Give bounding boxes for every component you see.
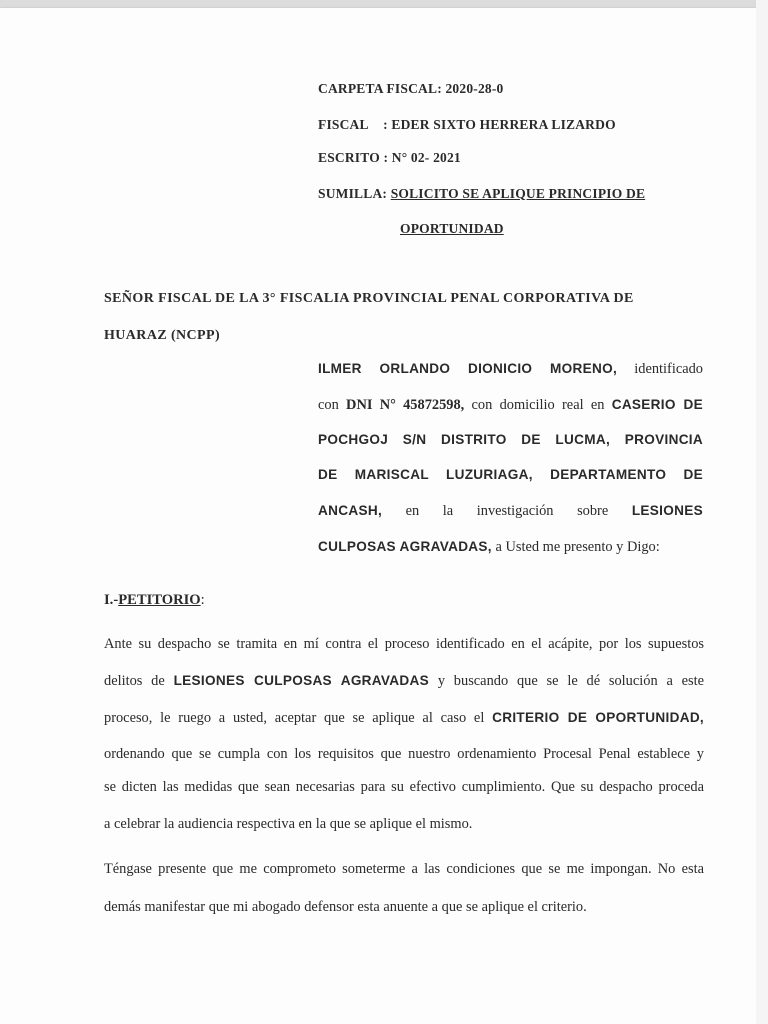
addressee-line-2: HUARAZ (NCPP)	[104, 328, 221, 343]
petitorio-line-2	[104, 673, 704, 690]
intro-text-3: con domicilio real en	[471, 397, 605, 413]
intro-line-2	[318, 397, 703, 414]
intro-text-7: sobre	[577, 503, 609, 519]
petitorio-text-3a: proceso, le ruego a usted, aceptar que se aplique al caso el	[104, 710, 485, 726]
closing-line-2: demás manifestar que mi abogado defensor esta anuente a que se aplique el criterio.	[104, 899, 587, 915]
intro-text-2: con	[318, 397, 339, 413]
fiscal-label: FISCAL	[318, 117, 368, 132]
addressee-line-1: SEÑOR FISCAL DE LA 3° FISCALIA PROVINCIAL PENAL CORPORATIVA DE	[104, 291, 634, 306]
sumilla-value-2: OPORTUNIDAD	[400, 221, 504, 236]
petitioner-name: ILMER ORLANDO DIONICIO MORENO,	[318, 361, 618, 376]
escrito-value: N° 02- 2021	[391, 150, 461, 165]
petitorio-line-1: Ante su despacho se tramita en mí contra el proceso identificado en el acápite, por los supuestos	[104, 636, 704, 652]
closing-line-1: Téngase presente que me comprometo someterme a las condiciones que se me impongan. No esta	[104, 861, 704, 877]
carpeta-label: CARPETA FISCAL:	[318, 81, 442, 96]
intro-line-6	[318, 539, 660, 556]
fiscal-value: : EDER SIXTO HERRERA LIZARDO	[383, 117, 616, 132]
intro-text-8: a Usted me presento y Digo:	[495, 539, 660, 555]
escrito-line	[318, 150, 461, 166]
scan-edge	[756, 0, 768, 1024]
crime-part-1: LESIONES	[631, 503, 703, 518]
dni-number: DNI N° 45872598,	[346, 397, 465, 413]
petitorio-line-6: a celebrar la audiencia respectiva en la que se aplique el mismo.	[104, 816, 473, 832]
sumilla-value-1: SOLICITO SE APLIQUE PRINCIPIO DE	[390, 186, 646, 201]
intro-line-5	[318, 503, 703, 520]
address-part-3: DE MARISCAL LUZURIAGA, DEPARTAMENTO DE	[318, 467, 703, 482]
sumilla-label: SUMILLA:	[318, 186, 388, 201]
petitorio-text-2a: delitos de	[104, 673, 165, 689]
petitorio-line-3	[104, 710, 704, 727]
section-title: PETITORIO	[118, 592, 201, 608]
petitorio-text-2c: y buscando que se le dé solución a este	[437, 673, 705, 689]
criterio-oportunidad: CRITERIO DE OPORTUNIDAD,	[492, 710, 705, 725]
escrito-label: ESCRITO :	[318, 150, 389, 165]
intro-line-1	[318, 361, 703, 378]
sumilla-line	[318, 186, 645, 202]
carpeta-value: 2020-28-0	[445, 81, 504, 96]
address-part-4: ANCASH,	[318, 503, 383, 518]
crime-part-2: CULPOSAS AGRAVADAS,	[318, 539, 492, 554]
intro-text-5: la	[442, 503, 454, 519]
carpeta-line	[318, 81, 504, 97]
section-number: I.-	[104, 592, 119, 608]
section-heading	[104, 592, 205, 609]
intro-text-1: identificado	[634, 361, 703, 377]
address-part-1: CASERIO DE	[611, 397, 703, 412]
crime-name: LESIONES CULPOSAS AGRAVADAS	[173, 673, 429, 688]
petitorio-line-5: se dicten las medidas que sean necesarias para su efectivo cumplimiento. Que su despacho proceda	[104, 779, 704, 795]
petitorio-line-4: ordenando que se cumpla con los requisitos que nuestro ordenamiento Procesal Penal establece y	[104, 746, 704, 762]
intro-text-6: investigación	[476, 503, 554, 519]
section-colon: :	[200, 592, 205, 608]
intro-text-4: en	[405, 503, 420, 519]
address-part-2: POCHGOJ S/N DISTRITO DE LUCMA, PROVINCIA	[318, 432, 703, 447]
fiscal-line	[318, 117, 616, 133]
